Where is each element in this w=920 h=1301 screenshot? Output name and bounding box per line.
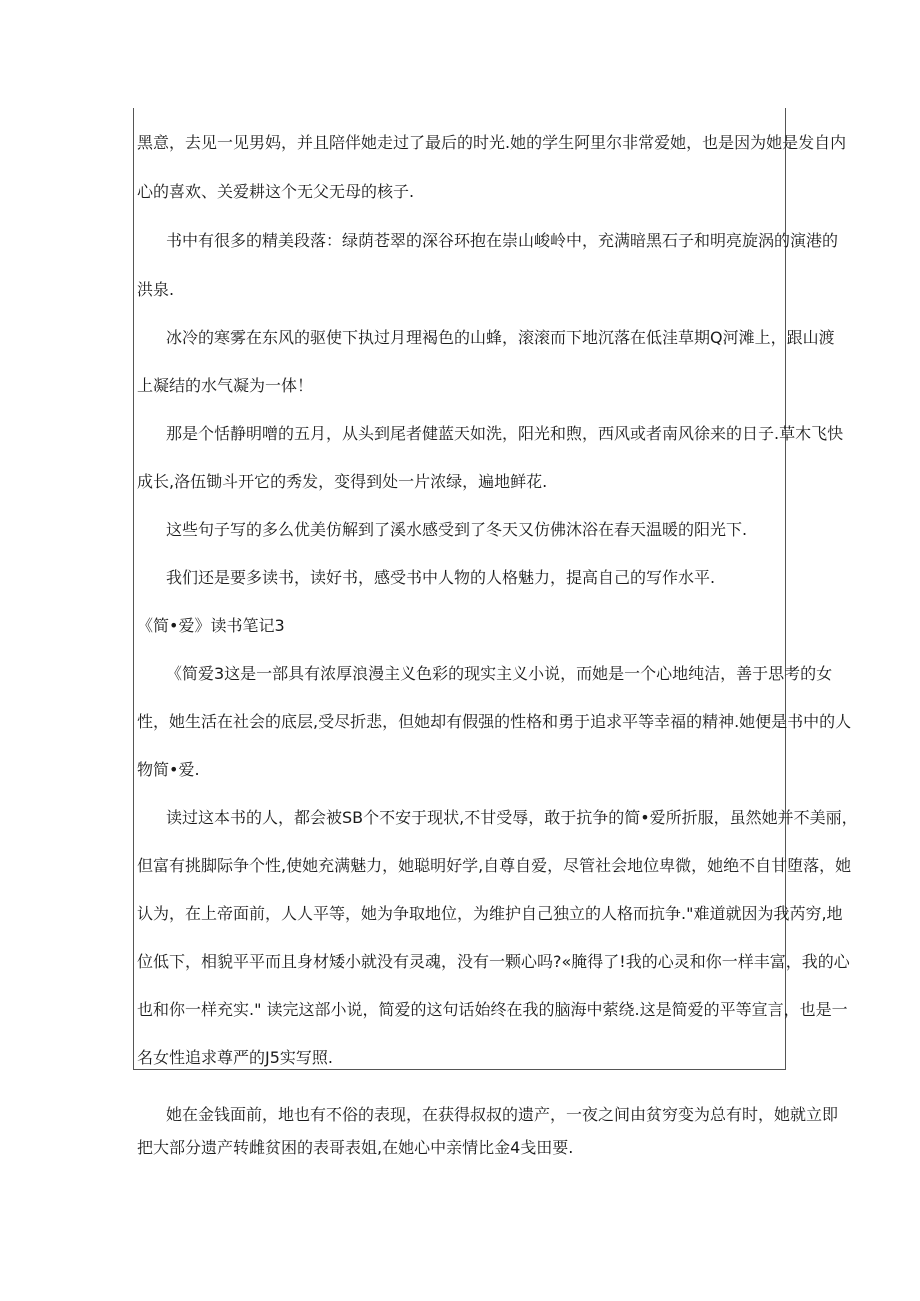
text-line: 她在金钱面前，地也有不俗的表现，在获得叔叔的遗产，一夜之间由贫穷变为总有时，她就立即 — [166, 1105, 839, 1124]
text-line: 性，她生活在社会的底层,受尽折悲，但她却有假强的性格和勇于追求平等幸福的精神.她便是书中的人 — [137, 712, 852, 731]
text-line: 这些句子写的多么优美仿解到了溪水感受到了冬天又仿佛沐浴在春天温暖的阳光下. — [166, 520, 748, 539]
bordered-text-frame — [133, 108, 786, 1070]
text-line: 也和你一样充实." 读完这部小说，简爱的这句话始终在我的脑海中萦绕.这是简爱的平等宣言，也是一 — [137, 1000, 848, 1019]
section-heading: 《简•爱》读书笔记3 — [137, 616, 285, 635]
text-line: 书中有很多的精美段落：绿荫苍翠的深谷环抱在崇山峻岭中，充满暗黑石子和明亮旋涡的演港的 — [166, 231, 839, 250]
text-line: 上凝结的水气凝为一体！ — [137, 376, 314, 395]
text-line: 位低下，相貌平平而且身材矮小就没有灵魂，没有一颗心吗?«腌得了!我的心灵和你一样丰富，我的心 — [137, 952, 850, 971]
text-line: 冰冷的寒雾在东风的驱使下执过月理褐色的山蜂，滚滚而下地沉落在低洼草期Q河滩上，跟山渡 — [166, 328, 835, 347]
text-line: 我们还是要多读书，读好书，感受书中人物的人格魅力，提高自己的写作水平. — [166, 568, 716, 587]
text-line: 洪泉. — [137, 280, 175, 299]
text-line: 心的喜欢、关爱耕这个无父无母的核子. — [137, 182, 415, 201]
text-line: 把大部分遗产转雌贫困的表哥表姐,在她心中亲情比金4戋田要. — [137, 1138, 574, 1157]
text-line: 那是个恬静明噌的五月，从头到尾者健蓝天如洗，阳光和煦，西风或者南风徐来的日子.草木飞快 — [166, 424, 844, 443]
text-line: 认为，在上帝面前，人人平等，她为争取地位，为维护自己独立的人格而抗争."难道就因为我芮穷,地 — [137, 904, 843, 923]
text-line: 成长,洛伍锄斗开它的秀发，变得到处一片浓绿，遍地鲜花. — [137, 472, 548, 491]
text-line: 物简•爱. — [137, 760, 200, 779]
text-line: 但富有挑脚际争个性,使她充满魅力，她聪明好学,自尊自爱，尽管社会地位卑微，她绝不自甘堕落，她 — [137, 856, 852, 875]
text-line: 读过这本书的人，都会被SB个不安于现状,不甘受辱，敢于抗争的简•爱所折服，虽然她并不美丽， — [166, 808, 858, 827]
text-line: 《简爱3这是一部具有浓厚浪漫主义色彩的现实主义小说，而她是一个心地纯洁，善于思考的女 — [166, 664, 833, 683]
text-line: 名女性追求尊严的J5实写照. — [137, 1048, 333, 1067]
text-line: 黑意，去见一见男妈，并且陪伴她走过了最后的时光.她的学生阿里尔非常爱她，也是因为她是发自内 — [137, 133, 847, 152]
